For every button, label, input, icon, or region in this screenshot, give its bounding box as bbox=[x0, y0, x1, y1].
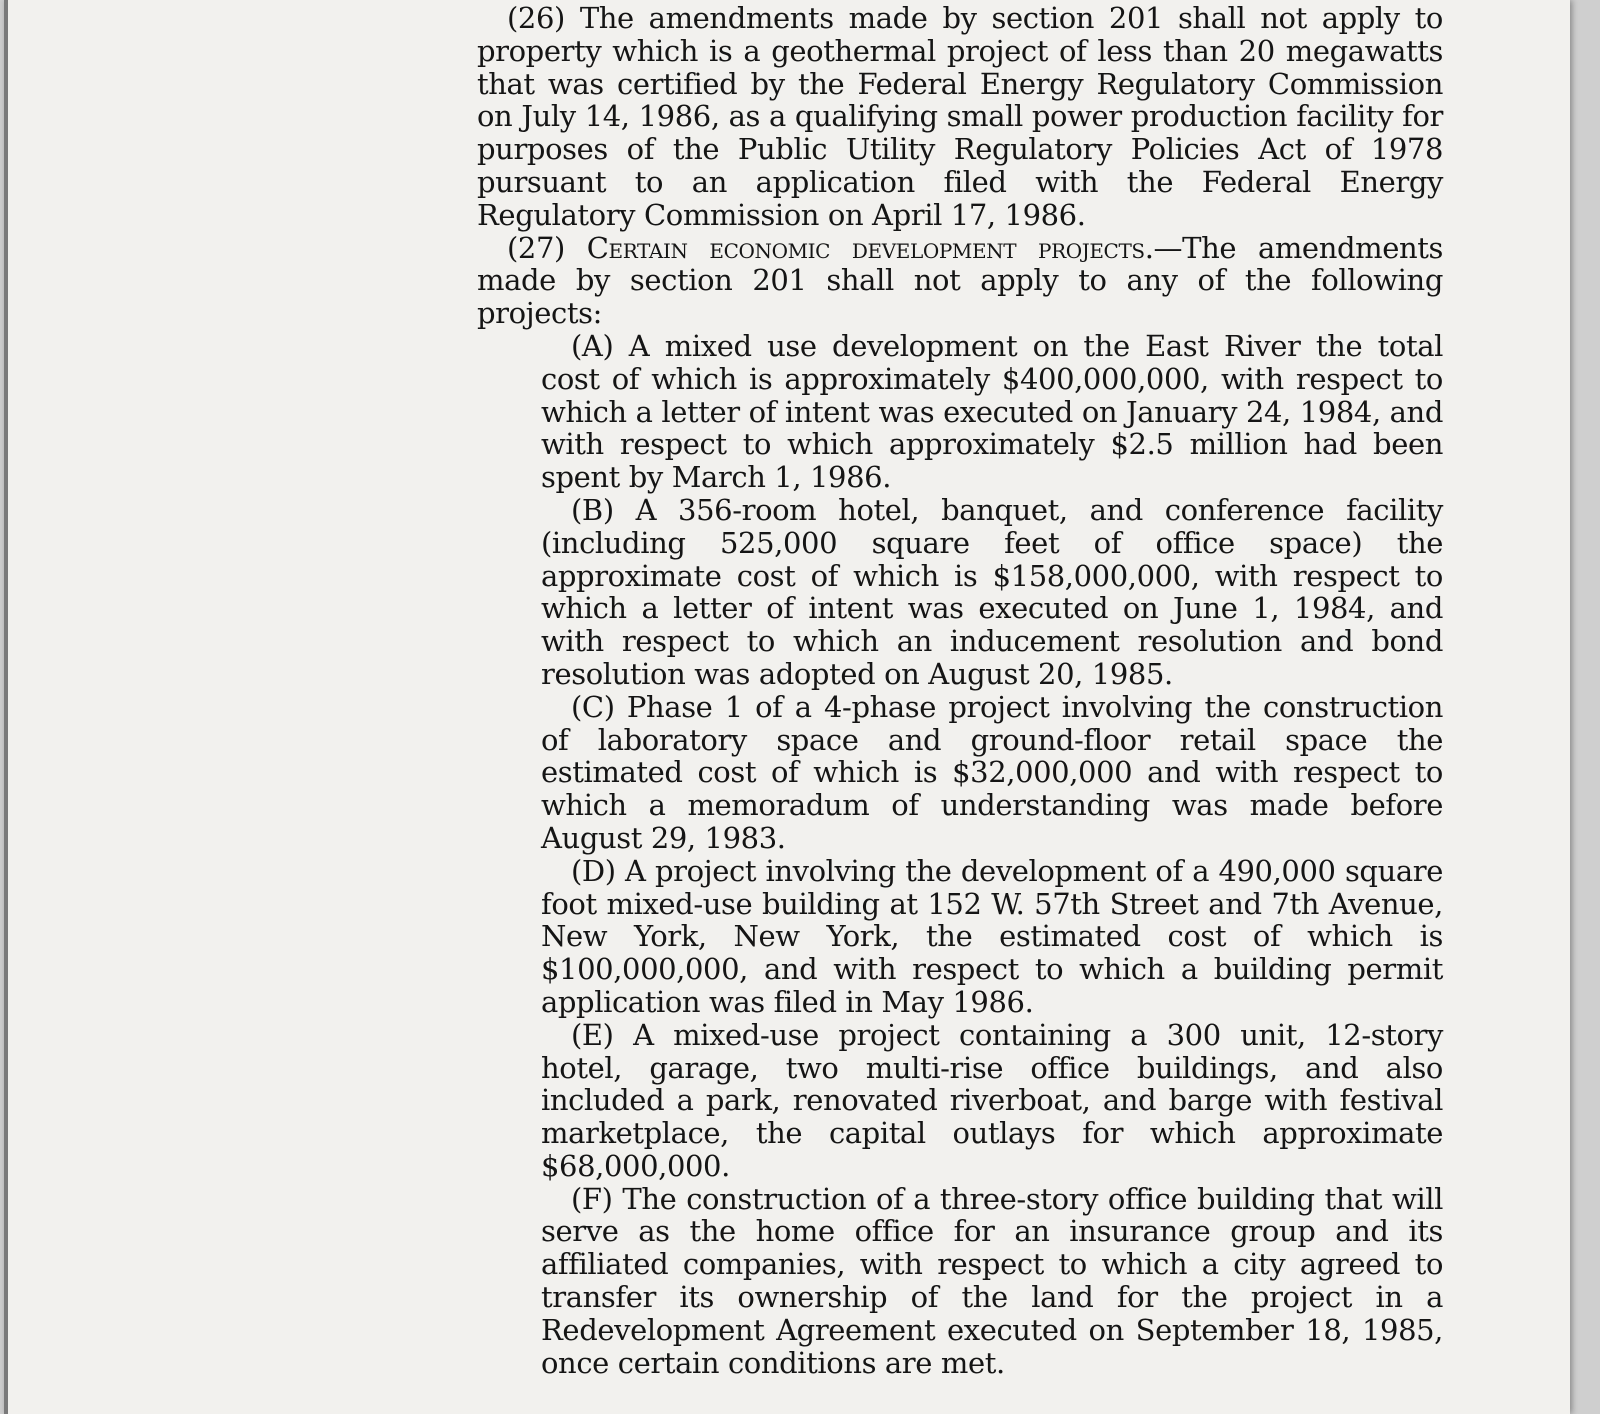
item-c: (C) Phase 1 of a 4-phase project involving the construction of laboratory space and ground-floor retail space the estimated cost of which is $32,000,000 and with respect to which a memoradum of understanding was made before August 29, 1983. bbox=[541, 689, 1443, 855]
page-edge bbox=[4, 0, 8, 1414]
paragraph-27-number: (27) bbox=[507, 230, 587, 265]
item-a: (A) A mixed use development on the East River the total cost of which is approximately $400,000,000, with respect to which a letter of intent was executed on January 24, 1984, and with respect to which approximately $2.5 million had been spent by March 1, 1986. bbox=[541, 328, 1443, 495]
page-text bbox=[477, 2, 1443, 1379]
document-page bbox=[4, 0, 1570, 1414]
paragraph-27 bbox=[477, 232, 1443, 330]
item-e: (E) A mixed-use project containing a 300 unit, 12-story hotel, garage, two multi-rise office buildings, and also included a park, renovated riverboat, and barge with festival marketplace, the capital outlays for which approximate $68,000,000. bbox=[541, 1017, 1443, 1183]
item-f: (F) The construction of a three-story office building that will serve as the home office for an insurance group and its affiliated companies, with respect to which a city agreed to transfer its ownership of the land for the project in a Redevelopment Agreement executed on September 18, 1985, once certain conditions are met. bbox=[541, 1181, 1443, 1380]
paragraph-27-text: —The amendments made by section 201 shall not apply to any of the following projects: bbox=[477, 230, 1444, 331]
paragraph-27-heading: Certain economic development projects. bbox=[586, 230, 1154, 265]
paragraph-26: (26) The amendments made by section 201 shall not apply to property which is a geothermal project of less than 20 megawatts that was certified by the Federal Energy Regulatory Commission on July 14, 1986, as a qualifying small power production facility for purposes of the Public Utility Regulatory Policies Act of 1978 pursuant to an application filed with the Federal Energy Regulatory Commission on April 17, 1986. bbox=[477, 1, 1443, 232]
item-b: (B) A 356-room hotel, banquet, and conference facility (including 525,000 square feet of office space) the approximate cost of which is $158,000,000, with respect to which a letter of intent was executed on June 1, 1984, and with respect to which an inducement resolution and bond resolution was adopted on August 20, 1985. bbox=[541, 492, 1443, 691]
item-d: (D) A project involving the development of a 490,000 square foot mixed-use building at 152 W. 57th Street and 7th Avenue, New York, New York, the estimated cost of which is $100,000,000, and with respect to which a building permit application was filed in May 1986. bbox=[541, 853, 1443, 1019]
